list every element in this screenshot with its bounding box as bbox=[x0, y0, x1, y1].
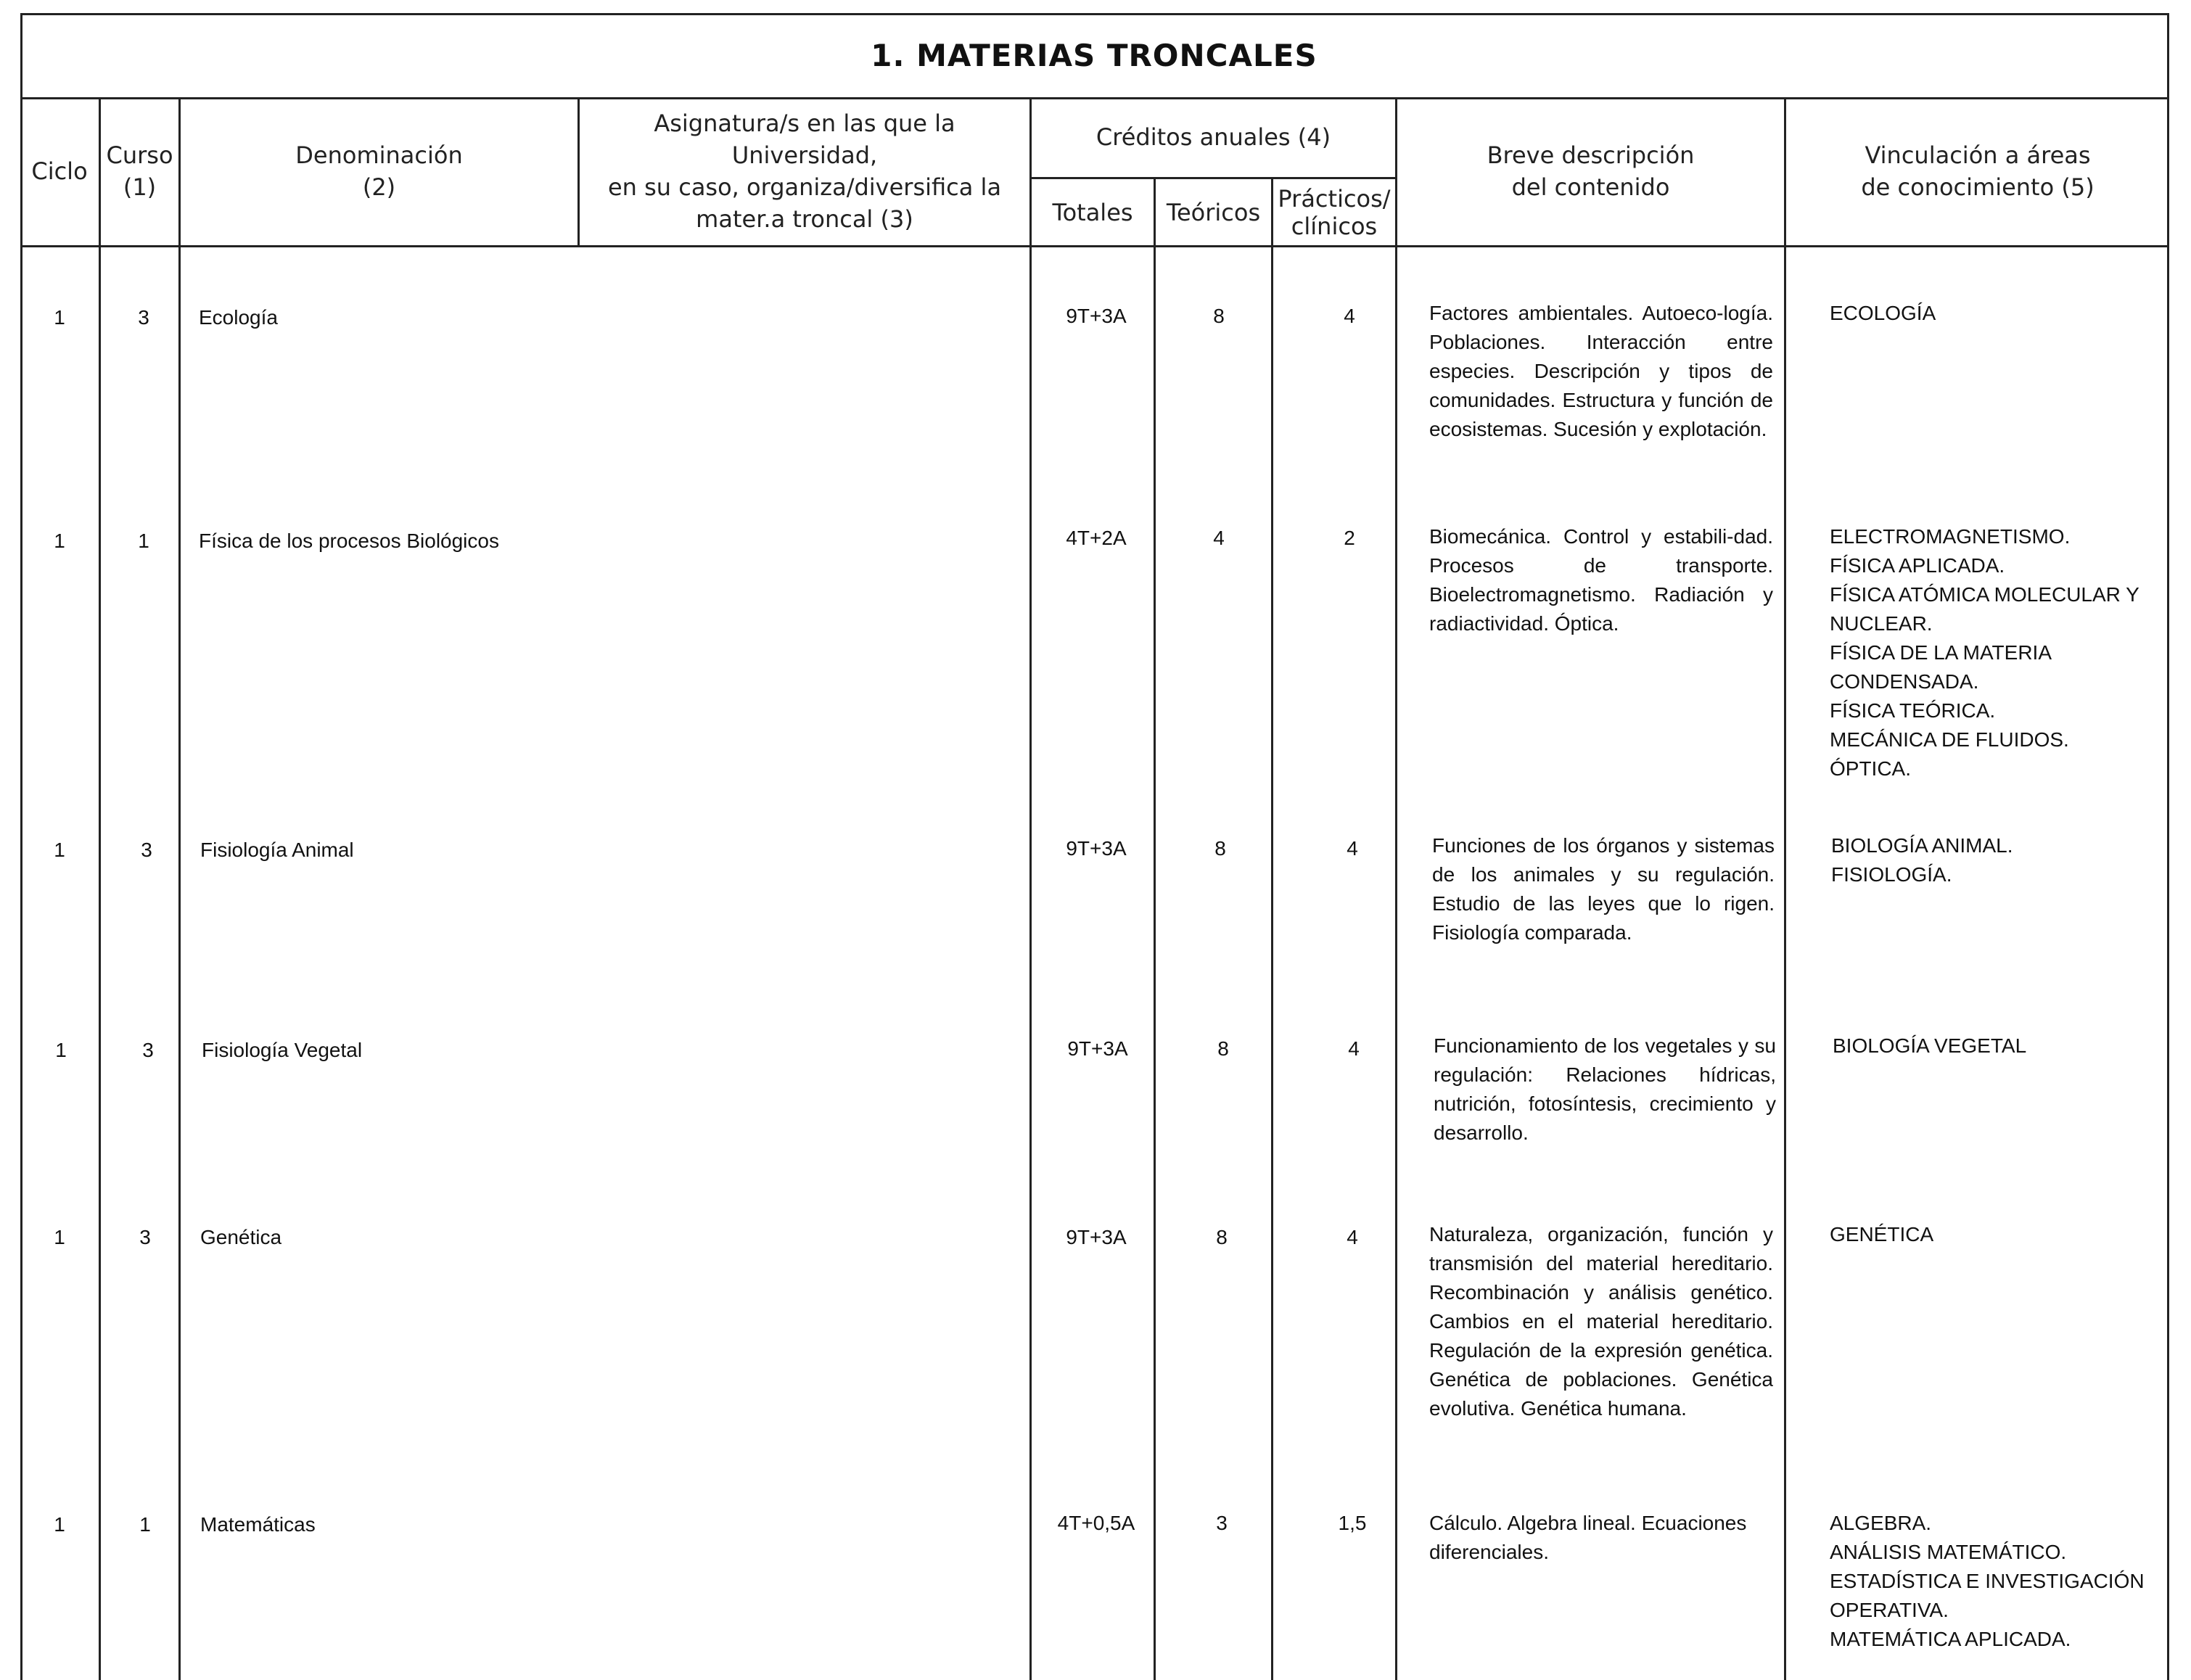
area-item: FÍSICA TEÓRICA. bbox=[1830, 699, 1996, 722]
header-totales: Totales bbox=[1052, 198, 1133, 226]
header-denominacion: Denominación (2) bbox=[295, 141, 463, 201]
header-ciclo: Ciclo bbox=[31, 157, 88, 185]
cell-descripcion: Biomecánica. Control y estabili-dad. Procesos de transporte. Bioelectromagnetismo. Radiación y radiactividad. Óptica. bbox=[1429, 525, 1773, 635]
cell-curso: 3 bbox=[138, 306, 149, 329]
cell-teoricos: 3 bbox=[1216, 1512, 1228, 1534]
cell-areas bbox=[1831, 831, 2187, 889]
header-asignaturas: Asignatura/s en las que la Universidad, en su caso, organiza/diversifica la mater.a troncal (3) bbox=[607, 110, 1002, 233]
cell-ciclo: 1 bbox=[54, 1513, 65, 1536]
descripcion-text: Cálculo. Algebra lineal. Ecuaciones diferenciales. bbox=[1429, 1512, 1747, 1563]
cell-areas bbox=[1833, 1032, 2188, 1061]
cell-denominacion: Ecología bbox=[199, 306, 278, 329]
col-line bbox=[178, 97, 181, 1680]
col-line bbox=[1784, 97, 1786, 1680]
header-curso: Curso (1) bbox=[106, 141, 173, 201]
col-line bbox=[99, 97, 101, 1680]
cell-descripcion: Naturaleza, organización, función y transmisión del material hereditario. Recombinación y análisis genético. Cambios en el material hereditario. Regulación de la expresión genética. Genética de poblaciones. Genética evolutiva. Genética humana. bbox=[1429, 1223, 1773, 1420]
cell-descripcion: Funcionamiento de los vegetales y su regulación: Relaciones hídricas, nutrición, fotosíntesis, crecimiento y desarrollo. bbox=[1434, 1034, 1776, 1144]
area-item: FISIOLOGÍA. bbox=[1831, 863, 1952, 886]
area-item: OPERATIVA. bbox=[1830, 1599, 1949, 1621]
area-item: MATEMÁTICA APLICADA. bbox=[1830, 1628, 2071, 1650]
cell-teoricos: 8 bbox=[1213, 305, 1225, 327]
cell-areas bbox=[1830, 1509, 2185, 1654]
area-item: FÍSICA ATÓMICA MOLECULAR Y bbox=[1830, 583, 2139, 606]
cell-ciclo: 1 bbox=[54, 530, 65, 552]
cell-descripcion: Factores ambientales. Autoeco-logía. Poblaciones. Interacción entre especies. Descripción y tipos de comunidades. Estructura y función de ecosistemas. Sucesión y explotación. bbox=[1429, 302, 1773, 440]
cell-teoricos: 8 bbox=[1216, 1226, 1228, 1248]
cell-areas bbox=[1830, 522, 2185, 783]
cell-ciclo: 1 bbox=[54, 1226, 65, 1248]
cell-practicos: 4 bbox=[1348, 1037, 1360, 1060]
cell-practicos: 4 bbox=[1347, 837, 1358, 860]
cell-descripcion bbox=[1429, 1509, 1773, 1567]
area-item: ÓPTICA. bbox=[1830, 757, 1912, 780]
cell-denominacion: Física de los procesos Biológicos bbox=[199, 530, 499, 552]
header-breve-descripcion: Breve descripción del contenido bbox=[1487, 141, 1695, 201]
cell-areas bbox=[1830, 1220, 2185, 1249]
area-item: FÍSICA APLICADA. bbox=[1830, 554, 2005, 577]
cell-denominacion: Matemáticas bbox=[200, 1513, 316, 1536]
cell-curso: 3 bbox=[139, 1226, 151, 1248]
cell-totales: 9T+3A bbox=[1066, 837, 1127, 860]
cell-totales: 9T+3A bbox=[1066, 1226, 1127, 1248]
header-creditos: Créditos anuales (4) bbox=[1096, 123, 1331, 151]
area-item: CONDENSADA. bbox=[1830, 670, 1979, 693]
cell-ciclo: 1 bbox=[55, 1039, 67, 1061]
cell-descripcion: Funciones de los órganos y sistemas de los animales y su regulación. Estudio de las leyes que lo rigen. Fisiología comparada. bbox=[1432, 834, 1775, 944]
cell-ciclo: 1 bbox=[54, 306, 65, 329]
area-item: BIOLOGÍA ANIMAL. bbox=[1831, 834, 2013, 857]
area-item: ALGEBRA. bbox=[1830, 1512, 1932, 1534]
cell-teoricos: 8 bbox=[1214, 837, 1226, 860]
header-vinculacion: Vinculación a áreas de conocimiento (5) bbox=[1861, 141, 2095, 201]
area-item: ECOLOGÍA bbox=[1830, 302, 1936, 324]
cell-curso: 3 bbox=[141, 839, 152, 861]
area-item: ANÁLISIS MATEMÁTICO. bbox=[1830, 1541, 2067, 1563]
header-practicos: Prácticos/ clínicos bbox=[1278, 184, 1391, 240]
cell-denominacion: Fisiología Vegetal bbox=[202, 1039, 363, 1061]
cell-denominacion: Fisiología Animal bbox=[200, 839, 354, 861]
cell-curso: 3 bbox=[142, 1039, 154, 1061]
cell-totales: 9T+3A bbox=[1067, 1037, 1128, 1060]
cell-totales: 9T+3A bbox=[1066, 305, 1127, 327]
cell-curso: 1 bbox=[139, 1513, 151, 1536]
cell-practicos: 2 bbox=[1344, 527, 1355, 549]
cell-ciclo: 1 bbox=[54, 839, 65, 861]
cell-teoricos: 8 bbox=[1217, 1037, 1229, 1060]
col-line bbox=[1029, 97, 1032, 1680]
area-item: ESTADÍSTICA E INVESTIGACIÓN bbox=[1830, 1570, 2145, 1592]
area-item: FÍSICA DE LA MATERIA bbox=[1830, 641, 2052, 664]
cell-practicos: 4 bbox=[1344, 305, 1355, 327]
cell-denominacion: Genética bbox=[200, 1226, 282, 1248]
area-item: MECÁNICA DE FLUIDOS. bbox=[1830, 728, 2069, 751]
page-title: 1. MATERIAS TRONCALES bbox=[871, 38, 1318, 73]
header-divider bbox=[20, 245, 2169, 247]
cell-totales: 4T+0,5A bbox=[1057, 1512, 1135, 1534]
cell-areas bbox=[1830, 299, 2185, 328]
area-item: BIOLOGÍA VEGETAL bbox=[1833, 1034, 2027, 1057]
area-item: GENÉTICA bbox=[1830, 1223, 1934, 1245]
header-teoricos: Teóricos bbox=[1166, 198, 1261, 226]
area-item: NUCLEAR. bbox=[1830, 612, 1933, 635]
col-line bbox=[1271, 177, 1273, 1680]
cell-teoricos: 4 bbox=[1213, 527, 1225, 549]
col-line bbox=[1395, 97, 1397, 1680]
cell-curso: 1 bbox=[138, 530, 149, 552]
cell-totales: 4T+2A bbox=[1066, 527, 1127, 549]
cell-practicos: 4 bbox=[1347, 1226, 1358, 1248]
col-line bbox=[1154, 177, 1156, 1680]
area-item: ELECTROMAGNETISMO. bbox=[1830, 525, 2071, 548]
cell-practicos: 1,5 bbox=[1338, 1512, 1367, 1534]
